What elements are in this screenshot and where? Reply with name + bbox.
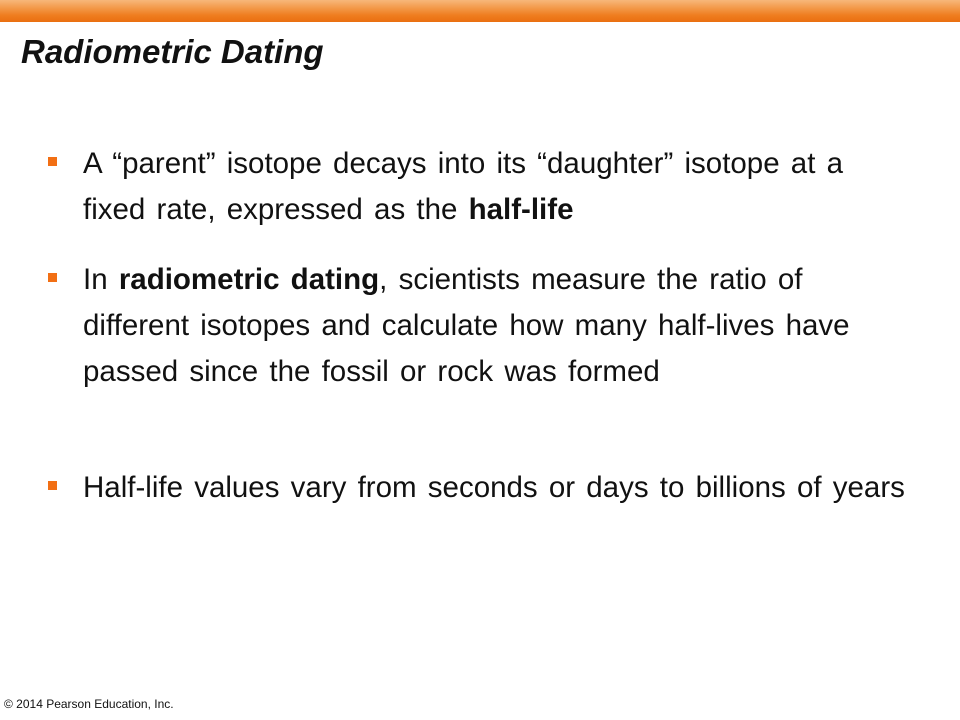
bullet-square-icon [48,157,57,166]
bullet-segment: A “parent” isotope decays into its “daughter” isotope at a fixed rate, expressed as the [83,147,844,226]
bullet-segment: In [83,263,119,296]
bullet-segment-bold: radiometric dating [118,263,380,296]
bullet-text [83,465,913,511]
bullet-segment: , scientists measure the ratio of different isotopes and calculate how many half-lives have passed since the fossil or rock was formed [83,263,850,388]
bullet-text [83,141,913,233]
slide-title: Radiometric Dating [21,33,324,70]
bullet-segment: Half-life values vary from seconds or days to billions of years [83,471,905,504]
copyright-footer: © 2014 Pearson Education, Inc. [4,697,174,711]
bullet-square-icon [48,273,57,282]
bullet-segment-bold: half-life [468,193,574,226]
bullet-square-icon [48,481,57,490]
bullet-text [83,257,913,395]
